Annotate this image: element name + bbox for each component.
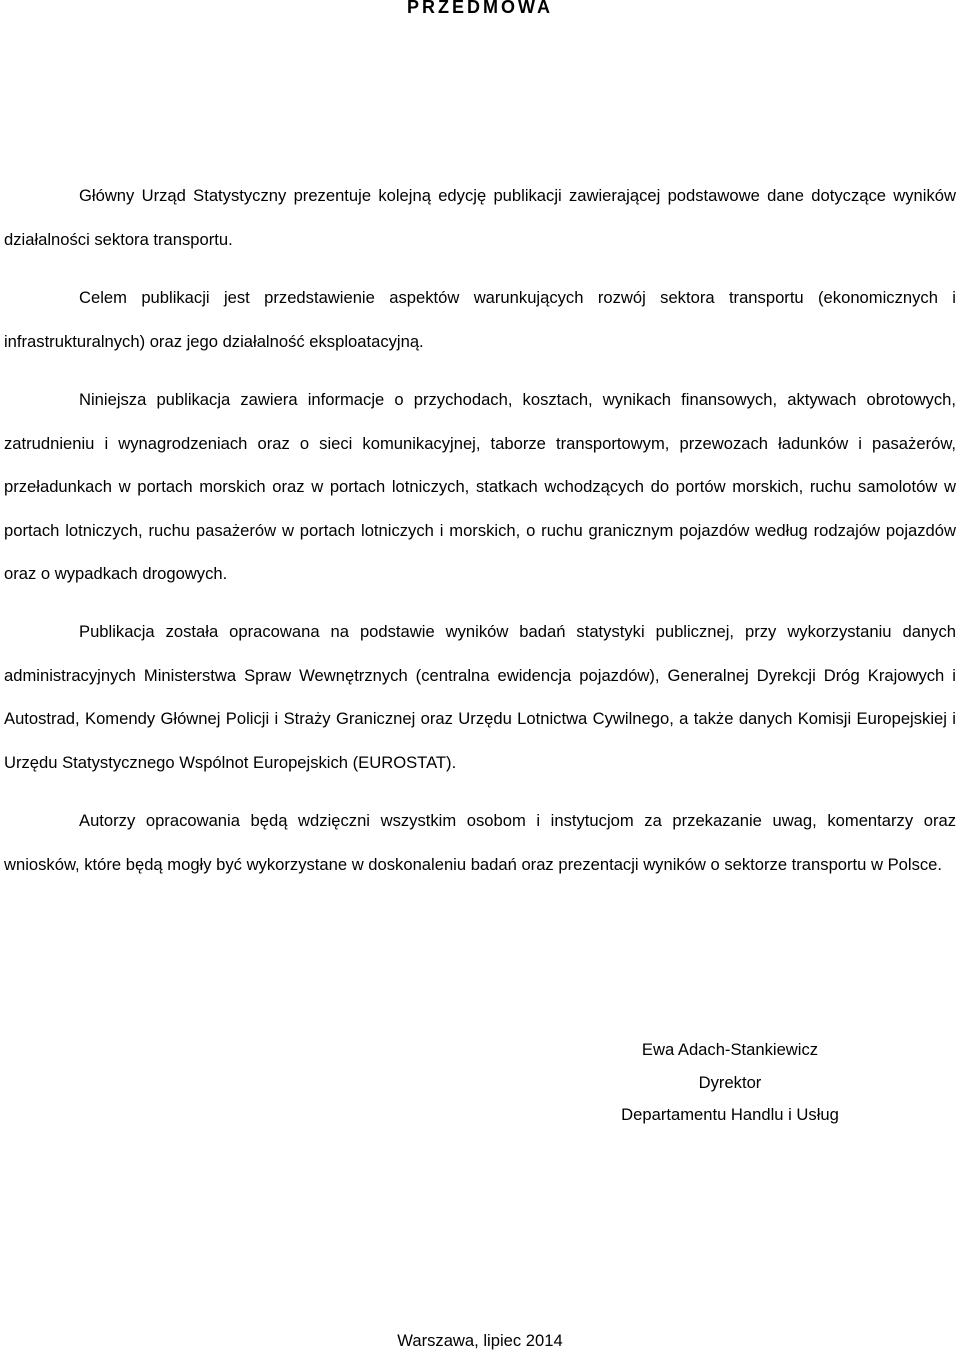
signature-role: Dyrektor: [698, 1072, 762, 1092]
paragraph-sources: Publikacja została opracowana na podstawie wyników badań statystyki publicznej, przy wykorzystaniu danych administracyjnych Ministerstwa Spraw Wewnętrznych (centralna ewidencja pojazdów), Generalnej Dyrekcji Dróg Krajowych i Autostrad, Komendy Głównej Policji i Straży Granicznej oraz Urzędu Lotnictwa Cywilnego, a także danych Komisji Europejskiej i Urzędu Statystycznego Wspólnot Europejskich (EUROSTAT).: [4, 622, 956, 772]
page-title: PRZEDMOWA: [407, 0, 553, 17]
signature-block: [560, 1034, 900, 1132]
place-date: Warszawa, lipiec 2014: [397, 1331, 563, 1350]
signature-department: Departamentu Handlu i Usług: [621, 1105, 839, 1124]
paragraph-contents: Niniejsza publikacja zawiera informacje o przychodach, kosztach, wynikach finansowych, aktywach obrotowych, zatrudnieniu i wynagrodzeniach oraz o sieci komunikacyjnej, taborze transportowym, przewozach ładunków i pasażerów, przeładunkach w portach morskich oraz w portach lotniczych, statkach wchodzących do portów morskich, ruchu samolotów w portach lotniczych, ruchu pasażerów w portach lotniczych i morskich, o ruchu granicznym pojazdów według rodzajów pojazdów oraz o wypadkach drogowych.: [4, 390, 956, 583]
signature-name: Ewa Adach-Stankiewicz: [641, 1040, 819, 1059]
paragraph-purpose: Celem publikacji jest przedstawienie aspektów warunkujących rozwój sektora transportu (ekonomicznych i infrastrukturalnych) oraz jego działalność eksploatacyjną.: [4, 288, 956, 351]
paragraph-acknowledgement: Autorzy opracowania będą wdzięczni wszystkim osobom i instytucjom za przekazanie uwag, komentarzy oraz wniosków, które będą mogły być wykorzystane w doskonaleniu badań oraz prezentacji wyników o sektorze transportu w Polsce.: [4, 811, 956, 874]
paragraph-intro: Główny Urząd Statystyczny prezentuje kolejną edycję publikacji zawierającej podstawowe dane dotyczące wyników działalności sektora transportu.: [4, 186, 956, 249]
